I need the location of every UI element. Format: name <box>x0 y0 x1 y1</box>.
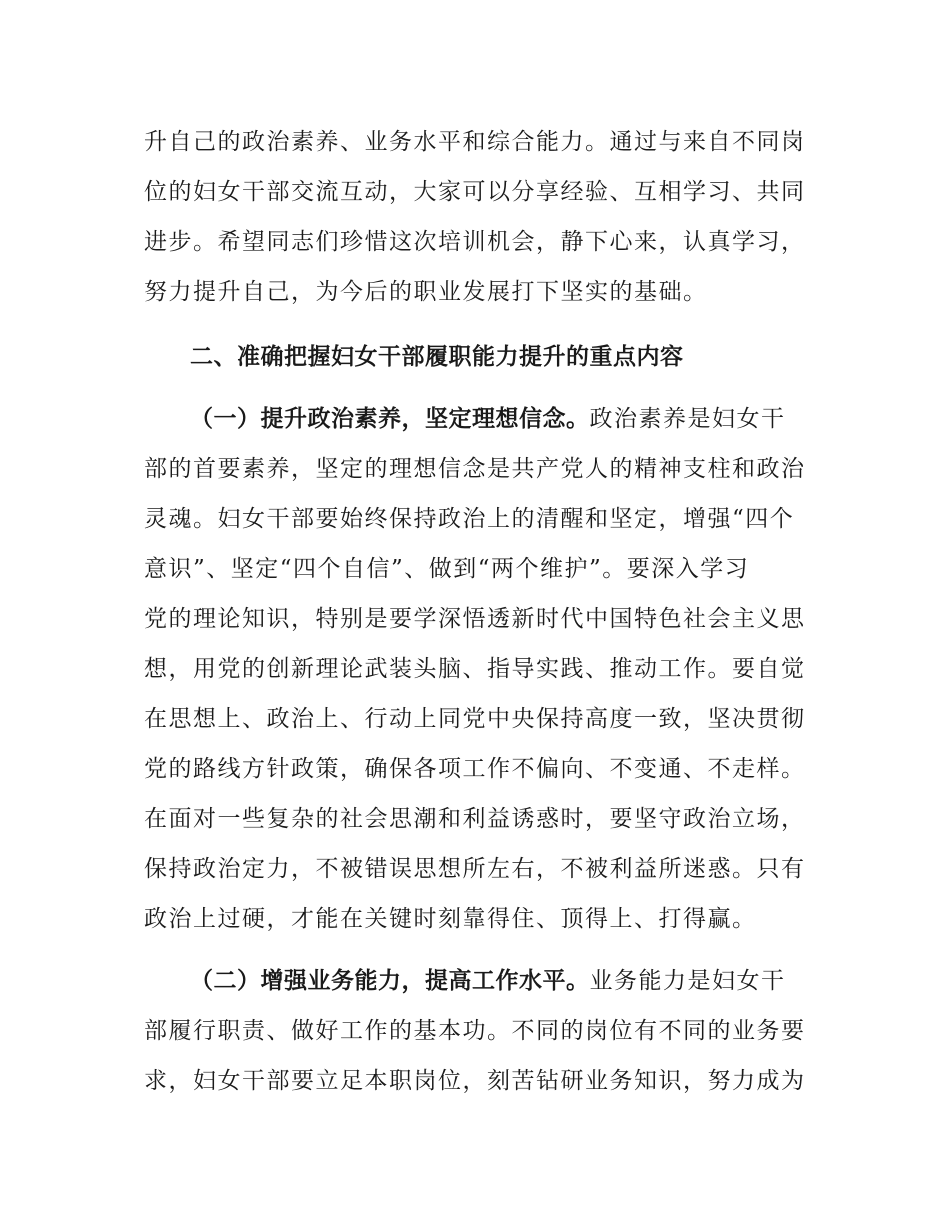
subsection-text: 政治素养是妇女干 <box>589 406 786 432</box>
paragraph-line: 政治上过硬，才能在关键时刻靠得住、顶得上、打得赢。 <box>144 906 757 932</box>
paragraph-line: 升自己的政治素养、业务水平和综合能力。通过与来自不同岗 <box>144 129 806 155</box>
paragraph-line: 意识”、坚定“四个自信”、做到“两个维护”。要深入学习 <box>144 556 750 582</box>
paragraph-line: 在思想上、政治上、行动上同党中央保持高度一致，坚决贯彻 <box>144 706 806 732</box>
paragraph-line: 部的首要素养，坚定的理想信念是共产党人的精神支柱和政治 <box>144 456 806 482</box>
subsection-title: （一）提升政治素养，坚定理想信念。 <box>190 406 590 432</box>
paragraph-line: 灵魂。妇女干部要始终保持政治上的清醒和坚定，增强“四个 <box>144 506 795 532</box>
paragraph-line: 党的理论知识，特别是要学深悟透新时代中国特色社会主义思 <box>144 606 806 632</box>
subsection-first-line <box>190 966 860 996</box>
paragraph-line: 党的路线方针政策，确保各项工作不偏向、不变通、不走样。 <box>144 756 806 782</box>
subsection-text: 业务能力是妇女干 <box>589 968 786 994</box>
paragraph-line: 在面对一些复杂的社会思潮和利益诱惑时，要坚守政治立场， <box>144 806 806 832</box>
paragraph-line: 位的妇女干部交流互动，大家可以分享经验、互相学习、共同 <box>144 179 806 205</box>
subsection-title: （二）增强业务能力，提高工作水平。 <box>190 968 590 994</box>
paragraph-line: 求，妇女干部要立足本职岗位，刻苦钻研业务知识，努力成为 <box>144 1068 806 1094</box>
paragraph-line: 进步。希望同志们珍惜这次培训机会，静下心来，认真学习， <box>144 229 806 255</box>
paragraph-line: 保持政治定力，不被错误思想所左右，不被利益所迷惑。只有 <box>144 856 806 882</box>
subsection-first-line <box>190 404 860 434</box>
paragraph-line: 部履行职责、做好工作的基本功。不同的岗位有不同的业务要 <box>144 1018 806 1044</box>
paragraph-line: 想，用党的创新理论武装头脑、指导实践、推动工作。要自觉 <box>144 656 806 682</box>
section-heading: 二、准确把握妇女干部履职能力提升的重点内容 <box>190 344 684 370</box>
paragraph-line: 努力提升自己，为今后的职业发展打下坚实的基础。 <box>144 279 708 305</box>
